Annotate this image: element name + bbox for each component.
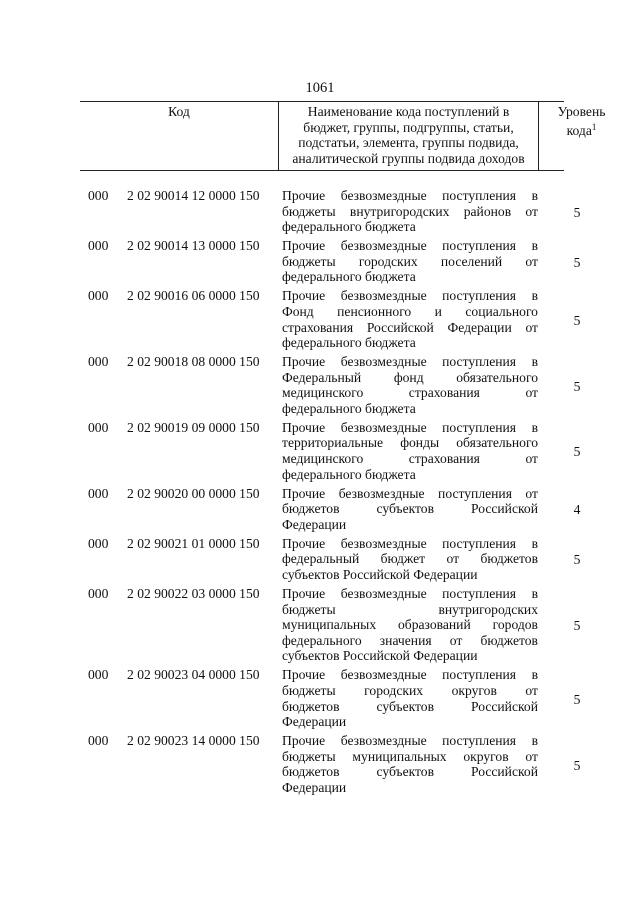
row-name-word: в	[531, 354, 538, 370]
row-name	[282, 667, 538, 729]
row-level: 4	[573, 502, 581, 518]
table-header	[80, 101, 606, 171]
header-name-line: аналитической группы подвида доходов	[292, 150, 525, 166]
row-name-word: Прочие	[282, 288, 326, 304]
row-name-word: федерального	[282, 632, 362, 648]
row-name-word: бюджетов	[282, 764, 340, 780]
row-name	[282, 238, 538, 285]
row-code: 2 02 90021 01 0000 150	[127, 535, 260, 551]
row-name-line	[282, 586, 538, 602]
row-name-word: Прочие	[282, 188, 326, 203]
row-name-word: поступления	[442, 419, 517, 435]
row-name-word: территориальные	[282, 435, 384, 451]
row-name-line	[282, 370, 538, 386]
row-name-word: бюджеты	[282, 601, 336, 617]
row-name-word: от	[525, 385, 538, 401]
row-name-word: Прочие	[282, 733, 326, 749]
row-prefix: 000	[88, 354, 109, 370]
header-name-line: бюджет, группы, подгруппы, статьи,	[303, 119, 514, 135]
row-name-word: в	[531, 238, 538, 254]
row-name-word: страхования	[408, 451, 480, 467]
row-name-line	[282, 667, 538, 683]
row-name-word: в	[531, 288, 538, 304]
row-name-line	[282, 385, 538, 401]
row-name-word: в	[531, 585, 538, 601]
row-name-word: поступления	[438, 485, 512, 501]
row-name-word: безвозмездные	[340, 733, 427, 749]
row-prefix: 000	[88, 667, 109, 683]
row-name-word: в	[531, 535, 538, 551]
row-name-line	[282, 536, 538, 552]
row-name	[282, 536, 538, 583]
table-body	[0, 188, 640, 799]
row-name-line: субъектов Российской Федерации	[282, 567, 478, 582]
row-name-line	[282, 617, 538, 633]
row-name-line	[282, 633, 538, 649]
table-row	[0, 354, 640, 416]
row-name	[282, 354, 538, 416]
row-name-word: безвозмездные	[340, 238, 427, 254]
row-name-word: от	[525, 319, 538, 335]
row-name-word: бюджеты	[282, 748, 336, 764]
row-prefix: 000	[88, 485, 109, 501]
row-name-line	[282, 304, 538, 320]
table-row	[0, 667, 640, 729]
row-level: 5	[573, 552, 581, 568]
row-name-word: фонд	[393, 369, 424, 385]
row-name-word: Российской	[366, 319, 434, 335]
row-name-line	[282, 254, 538, 270]
footnote-marker: 1	[591, 121, 597, 132]
row-code: 2 02 90016 06 0000 150	[127, 288, 260, 304]
row-name-word: значения	[379, 632, 432, 648]
row-name	[282, 486, 538, 533]
row-name-word: бюджетов	[282, 501, 340, 517]
row-level: 5	[573, 757, 581, 773]
row-name	[282, 733, 538, 795]
row-name-word: социального	[465, 303, 538, 319]
row-level: 5	[573, 691, 581, 707]
row-level: 5	[573, 204, 581, 220]
row-name-line: федерального бюджета	[282, 219, 416, 235]
row-name-word: безвозмездные	[340, 535, 427, 551]
header-level-word: кода	[566, 122, 592, 138]
row-name-line	[282, 749, 538, 765]
row-name-line	[282, 683, 538, 699]
row-level: 5	[573, 444, 581, 460]
row-name-word: фонды	[400, 435, 440, 451]
row-name-word: в	[531, 188, 538, 203]
row-name-line	[282, 204, 538, 220]
row-name-word: поселений	[440, 253, 503, 269]
row-code: 2 02 90020 00 0000 150	[127, 485, 260, 501]
row-level: 5	[573, 618, 581, 634]
row-level: 5	[573, 378, 581, 394]
row-name-line	[282, 188, 538, 204]
row-level: 5	[573, 254, 581, 270]
table-row	[0, 420, 640, 482]
row-name-line: Федерации	[282, 714, 347, 730]
row-prefix: 000	[88, 733, 109, 749]
row-name-line	[282, 602, 538, 618]
row-name-line	[282, 764, 538, 780]
row-name-word: обязательного	[456, 435, 538, 451]
table-row	[0, 238, 640, 285]
row-name-word: от	[525, 682, 538, 698]
row-prefix: 000	[88, 238, 109, 254]
row-name-line	[282, 451, 538, 467]
row-name-word: поступления	[442, 585, 517, 601]
row-code: 2 02 90023 04 0000 150	[127, 667, 260, 683]
row-name-word: бюджетов	[282, 698, 340, 714]
row-name-word: городов	[492, 617, 538, 633]
row-name-word: в	[531, 419, 538, 435]
row-name-word: Прочие	[282, 535, 326, 551]
row-name-word: безвозмездные	[340, 354, 427, 370]
row-name-word: Прочие	[282, 354, 326, 370]
row-name-word: Фонд	[282, 303, 314, 319]
row-name-word: Прочие	[282, 419, 326, 435]
row-name-word: поступления	[442, 667, 517, 683]
row-name-line	[282, 699, 538, 715]
row-name	[282, 420, 538, 482]
row-name-word: от	[525, 253, 538, 269]
row-name	[282, 288, 538, 350]
row-name-word: поступления	[442, 733, 517, 749]
row-code: 2 02 90014 13 0000 150	[127, 238, 260, 254]
row-name-word: от	[525, 203, 538, 219]
row-name-word: муниципальных	[282, 617, 377, 633]
row-name-line: федерального бюджета	[282, 335, 416, 351]
row-name-line	[282, 435, 538, 451]
header-code-cell	[80, 102, 279, 170]
row-name-word: внутригородских	[438, 601, 538, 617]
row-name-word: бюджеты	[282, 253, 336, 269]
row-name-line	[282, 420, 538, 436]
row-name-word: безвозмездные	[340, 419, 427, 435]
row-name-word: федеральный	[282, 551, 360, 567]
row-name-word: бюджеты	[282, 682, 336, 698]
row-name-word: субъектов	[376, 764, 435, 780]
row-name-word: безвозмездные	[340, 667, 427, 683]
table-row	[0, 536, 640, 583]
row-name-word: безвозмездные	[340, 288, 427, 304]
row-name-word: бюджеты	[282, 203, 336, 219]
row-name-word: Российской	[470, 698, 538, 714]
header-level-line: Уровень	[557, 104, 606, 119]
row-name-word: субъектов	[376, 501, 435, 517]
header-name-line: подстатьи, элемента, группы подвида,	[298, 135, 519, 150]
row-name-line	[282, 486, 538, 502]
header-name-cell	[279, 102, 539, 170]
row-prefix: 000	[88, 188, 109, 203]
row-name-word: медицинского	[282, 451, 364, 467]
row-name-word: субъектов	[376, 698, 435, 714]
row-name-line: федерального бюджета	[282, 466, 416, 482]
row-name-word: Прочие	[282, 238, 326, 254]
row-name-word: от	[446, 551, 460, 567]
row-name-word: образований	[398, 617, 471, 633]
row-name-word: бюджетов	[480, 632, 538, 648]
row-name-word: безвозмездные	[340, 188, 427, 203]
row-name-line: Федерации	[282, 779, 347, 795]
row-name-line: федерального бюджета	[282, 400, 416, 416]
row-name-word: от	[525, 485, 538, 501]
row-name	[282, 586, 538, 664]
row-name-word: Федерации	[447, 319, 512, 335]
row-name-line	[282, 551, 538, 567]
row-name-word: Прочие	[282, 485, 326, 501]
row-code: 2 02 90014 12 0000 150	[127, 188, 260, 203]
row-name-line	[282, 238, 538, 254]
row-name-word: поступления	[442, 354, 517, 370]
table-row	[0, 733, 640, 795]
row-name	[282, 188, 538, 235]
row-code: 2 02 90018 08 0000 150	[127, 354, 260, 370]
row-level: 5	[573, 312, 581, 328]
row-name-word: от	[525, 451, 538, 467]
row-name-word: округов	[451, 682, 497, 698]
row-name-word: пенсионного	[337, 303, 412, 319]
row-name-line	[282, 288, 538, 304]
row-name-word: поступления	[442, 188, 517, 203]
row-name-word: внутригородских	[349, 203, 450, 219]
row-name-line: федерального бюджета	[282, 269, 416, 285]
row-name-word: безвозмездные	[340, 585, 427, 601]
table-row	[0, 188, 640, 235]
row-name-word: Российской	[470, 764, 538, 780]
row-prefix: 000	[88, 288, 109, 304]
row-name-word: безвозмездные	[338, 485, 425, 501]
row-name-word: страхования	[408, 385, 480, 401]
row-name-word: поступления	[442, 288, 517, 304]
row-name-line: субъектов Российской Федерации	[282, 648, 478, 664]
row-name-word: медицинского	[282, 385, 364, 401]
row-prefix: 000	[88, 585, 109, 601]
row-name-line	[282, 354, 538, 370]
row-name-word: в	[531, 733, 538, 749]
row-name-word: Федеральный	[282, 369, 362, 385]
table-row	[0, 586, 640, 664]
page-number: 1061	[305, 80, 335, 96]
row-name-word: поступления	[442, 535, 517, 551]
row-name-word: поступления	[442, 238, 517, 254]
row-name-word: страхования	[282, 319, 354, 335]
row-name-word: и	[434, 303, 442, 319]
row-prefix: 000	[88, 535, 109, 551]
row-code: 2 02 90023 14 0000 150	[127, 733, 260, 749]
row-name-word: обязательного	[456, 369, 538, 385]
row-name-word: Российской	[470, 501, 538, 517]
table-row	[0, 288, 640, 350]
row-name-line	[282, 733, 538, 749]
header-level-cell	[539, 102, 624, 170]
row-code: 2 02 90022 03 0000 150	[127, 585, 260, 601]
row-name-word: муниципальных	[352, 748, 447, 764]
row-name-word: Прочие	[282, 585, 326, 601]
row-name-word: в	[531, 667, 538, 683]
row-name-word: от	[449, 632, 463, 648]
row-name-word: от	[525, 748, 538, 764]
row-code: 2 02 90019 09 0000 150	[127, 419, 260, 435]
row-prefix: 000	[88, 419, 109, 435]
header-name-line: Наименование кода поступлений в	[307, 104, 510, 119]
table-row	[0, 486, 640, 533]
row-name-word: бюджетов	[480, 551, 538, 567]
header-code-label: Код	[168, 104, 190, 119]
row-name-word: городских	[358, 253, 418, 269]
row-name-word: городских	[364, 682, 424, 698]
row-name-line	[282, 501, 538, 517]
row-name-word: районов	[463, 203, 512, 219]
row-name-word: бюджет	[380, 551, 426, 567]
row-name-line	[282, 320, 538, 336]
row-name-word: Прочие	[282, 667, 326, 683]
row-name-line: Федерации	[282, 516, 347, 532]
row-name-word: округов	[463, 748, 509, 764]
header-level-line	[539, 120, 624, 139]
